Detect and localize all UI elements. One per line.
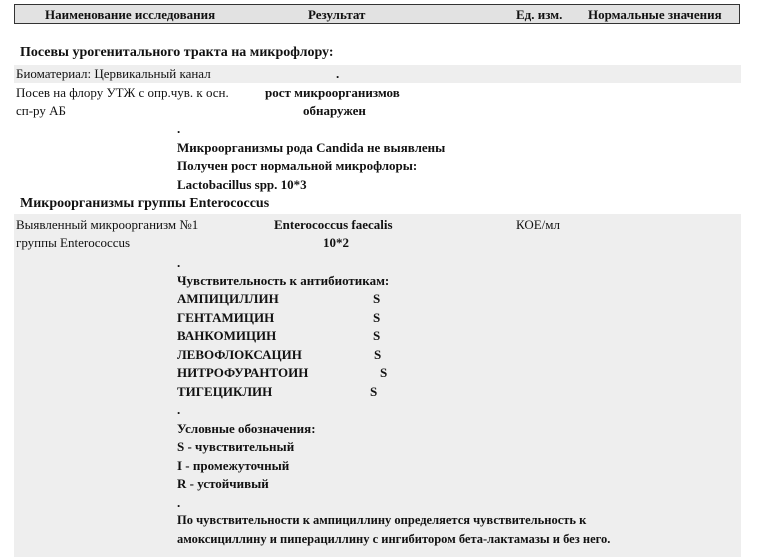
- antibiotic-result: S: [370, 384, 378, 399]
- section1-title: Посевы урогенитального тракта на микрофлору:: [20, 45, 334, 60]
- enterococcus-block: [14, 214, 741, 557]
- candida-text: Микроорганизмы рода Candida не выявлены: [177, 140, 446, 155]
- antibiotic-name: ТИГЕЦИКЛИН: [177, 384, 273, 399]
- antibiotic-result: S: [374, 347, 382, 362]
- antibiotic-name: НИТРОФУРАНТОИН: [177, 365, 309, 380]
- antibiotic-name: АМПИЦИЛЛИН: [177, 291, 279, 306]
- legend-i: I - промежуточный: [177, 458, 290, 473]
- normal-flora-text: Получен рост нормальной микрофлоры:: [177, 158, 418, 173]
- antibiotic-name: ЛЕВОФЛОКСАЦИН: [177, 347, 302, 362]
- result-line2: обнаружен: [303, 103, 366, 118]
- biomaterial-label: Биоматериал: Цервикальный канал: [16, 66, 211, 81]
- header-col-norm: Нормальные значения: [588, 7, 722, 22]
- header-col-result: Результат: [308, 7, 366, 22]
- legend-r: R - устойчивый: [177, 476, 269, 491]
- result-line1: рост микроорганизмов: [265, 85, 400, 100]
- dot-4: .: [177, 495, 181, 510]
- dot-3: .: [177, 402, 181, 417]
- note-line2: амоксициллину и пиперациллину с ингибитором бета-лактамазы и без него.: [177, 532, 611, 546]
- note-line1: По чувствительности к ампициллину определяется чувствительность к: [177, 513, 587, 527]
- table-header: [14, 4, 740, 24]
- antibiotic-name: ГЕНТАМИЦИН: [177, 310, 275, 325]
- section2-title: Микроорганизмы группы Enterococcus: [20, 196, 270, 211]
- antibiotic-result: S: [373, 328, 381, 343]
- sensitivity-title: Чувствительность к антибиотикам:: [177, 273, 390, 288]
- antibiotic-result: S: [373, 291, 381, 306]
- biomaterial-dot: .: [336, 66, 340, 81]
- dot-1: .: [177, 121, 181, 136]
- antibiotic-name: ВАНКОМИЦИН: [177, 328, 277, 343]
- organism-name: Enterococcus faecalis: [274, 217, 393, 232]
- header-col-name: Наименование исследования: [45, 7, 216, 22]
- found-label-line2: группы Enterococcus: [16, 235, 131, 250]
- dot-2: .: [177, 255, 181, 270]
- organism-count: 10*2: [323, 235, 349, 250]
- test-name-line1: Посев на флору УТЖ с опр.чув. к осн.: [16, 85, 229, 100]
- unit-label: КОЕ/мл: [516, 217, 561, 232]
- antibiotic-result: S: [380, 365, 388, 380]
- header-col-unit: Ед. изм.: [516, 7, 563, 22]
- legend-s: S - чувствительный: [177, 439, 295, 454]
- lactobacillus-text: Lactobacillus spp. 10*3: [177, 177, 307, 192]
- found-label-line1: Выявленный микроорганизм №1: [16, 217, 199, 232]
- legend-title: Условные обозначения:: [177, 421, 316, 436]
- antibiotic-result: S: [373, 310, 381, 325]
- test-name-line2: сп-ру АБ: [16, 103, 66, 118]
